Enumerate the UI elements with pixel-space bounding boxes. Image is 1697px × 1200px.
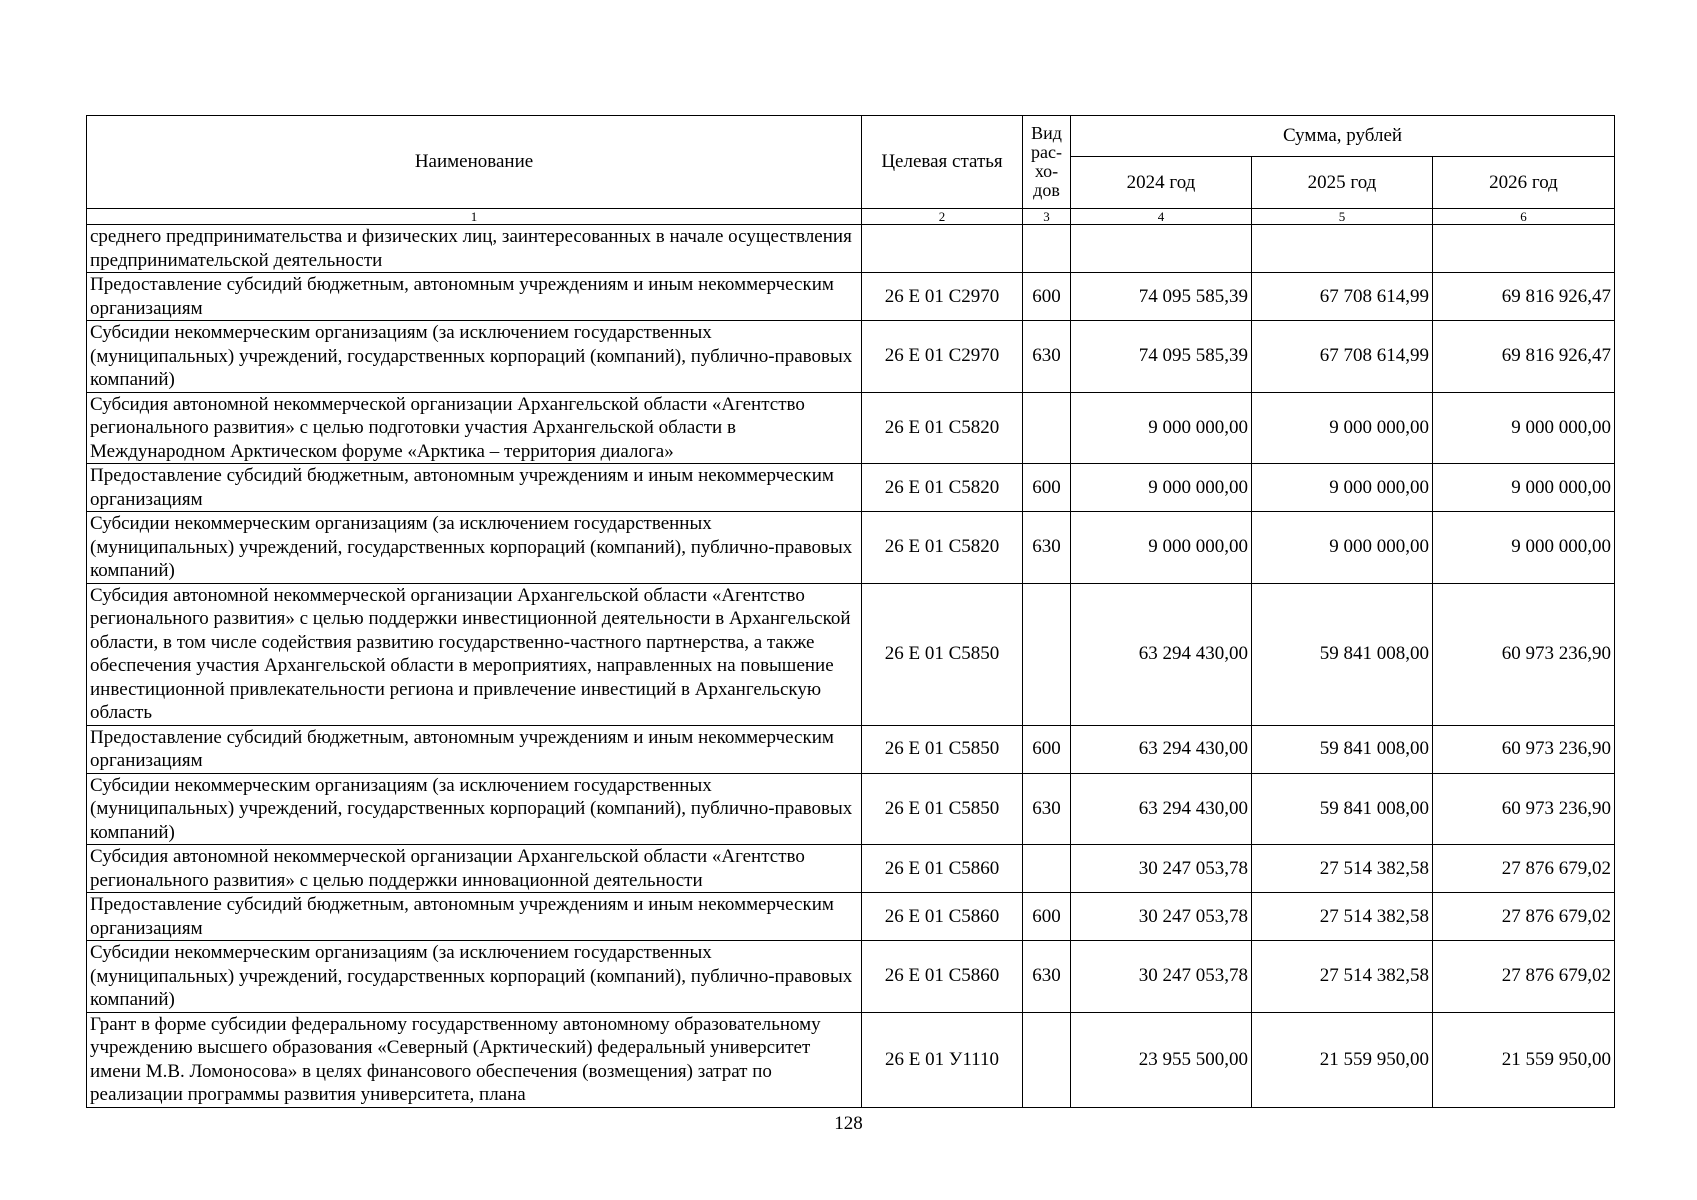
budget-table xyxy=(86,115,1615,1108)
row-expense-type xyxy=(1023,845,1071,893)
row-name: Субсидия автономной некоммерческой организации Архангельской области «Агентство регионального развития» с целью подготовки участия Архангельской области в Международном Арктическом форуме «Арктика – территория диалога» xyxy=(87,392,862,464)
row-amount-2024: 9 000 000,00 xyxy=(1071,512,1252,584)
column-number: 2 xyxy=(862,209,1023,225)
row-amount-2024: 30 247 053,78 xyxy=(1071,845,1252,893)
row-name: Предоставление субсидий бюджетным, автономным учреждениям и иным некоммерческим организациям xyxy=(87,273,862,321)
row-expense-type xyxy=(1023,225,1071,273)
row-name: Предоставление субсидий бюджетным, автономным учреждениям и иным некоммерческим организациям xyxy=(87,725,862,773)
row-amount-2026: 27 876 679,02 xyxy=(1433,845,1615,893)
row-name: Предоставление субсидий бюджетным, автономным учреждениям и иным некоммерческим организациям xyxy=(87,464,862,512)
row-target-article: 26 Е 01 С2970 xyxy=(862,273,1023,321)
row-target-article: 26 Е 01 С5820 xyxy=(862,464,1023,512)
row-amount-2026: 69 816 926,47 xyxy=(1433,273,1615,321)
row-amount-2026: 9 000 000,00 xyxy=(1433,392,1615,464)
row-amount-2026: 9 000 000,00 xyxy=(1433,464,1615,512)
row-amount-2024: 63 294 430,00 xyxy=(1071,725,1252,773)
header-expense-type-line: хо- xyxy=(1034,161,1059,181)
column-number: 6 xyxy=(1433,209,1615,225)
column-number: 3 xyxy=(1023,209,1071,225)
row-amount-2025: 27 514 382,58 xyxy=(1252,893,1433,941)
row-expense-type xyxy=(1023,392,1071,464)
row-expense-type: 630 xyxy=(1023,941,1071,1013)
header-expense-type xyxy=(1023,116,1071,209)
row-amount-2026: 27 876 679,02 xyxy=(1433,941,1615,1013)
row-target-article xyxy=(862,225,1023,273)
header-expense-type-line: рас- xyxy=(1031,142,1062,162)
row-amount-2025: 59 841 008,00 xyxy=(1252,725,1433,773)
row-name: среднего предпринимательства и физических лиц, заинтересованных в начале осуществления предпринимательской деятельности xyxy=(87,225,862,273)
row-amount-2025: 59 841 008,00 xyxy=(1252,773,1433,845)
table-row xyxy=(87,725,1615,773)
row-name: Субсидии некоммерческим организациям (за исключением государственных (муниципальных) учреждений, государственных корпораций (компаний), публично-правовых компаний) xyxy=(87,512,862,584)
row-amount-2025: 21 559 950,00 xyxy=(1252,1012,1433,1107)
row-expense-type: 600 xyxy=(1023,725,1071,773)
row-target-article: 26 Е 01 С2970 xyxy=(862,321,1023,393)
header-target-article: Целевая статья xyxy=(862,116,1023,209)
row-name: Субсидия автономной некоммерческой организации Архангельской области «Агентство регионального развития» с целью поддержки инвестиционной деятельности в Архангельской области, в том числе содействия развитию государственно-частного партнерства, а также обеспечения участия Архангельской области в мероприятиях, направленных на повышение инвестиционной привлекательности региона и привлечение инвестиций в Архангельскую область xyxy=(87,583,862,725)
table-row xyxy=(87,583,1615,725)
row-amount-2024: 9 000 000,00 xyxy=(1071,392,1252,464)
row-amount-2024: 74 095 585,39 xyxy=(1071,273,1252,321)
row-amount-2026: 27 876 679,02 xyxy=(1433,893,1615,941)
table-row xyxy=(87,273,1615,321)
row-target-article: 26 Е 01 С5850 xyxy=(862,773,1023,845)
row-amount-2024: 63 294 430,00 xyxy=(1071,583,1252,725)
row-expense-type: 600 xyxy=(1023,893,1071,941)
table-row xyxy=(87,845,1615,893)
table-row xyxy=(87,893,1615,941)
row-amount-2025: 67 708 614,99 xyxy=(1252,273,1433,321)
row-target-article: 26 Е 01 У1110 xyxy=(862,1012,1023,1107)
row-target-article: 26 Е 01 С5850 xyxy=(862,583,1023,725)
row-name: Субсидии некоммерческим организациям (за исключением государственных (муниципальных) учреждений, государственных корпораций (компаний), публично-правовых компаний) xyxy=(87,321,862,393)
row-amount-2024: 30 247 053,78 xyxy=(1071,941,1252,1013)
row-expense-type: 630 xyxy=(1023,773,1071,845)
table-row xyxy=(87,392,1615,464)
table-row xyxy=(87,321,1615,393)
row-amount-2026: 9 000 000,00 xyxy=(1433,512,1615,584)
table-row xyxy=(87,512,1615,584)
table-row xyxy=(87,464,1615,512)
row-amount-2025: 9 000 000,00 xyxy=(1252,392,1433,464)
row-amount-2025 xyxy=(1252,225,1433,273)
header-year-2025: 2025 год xyxy=(1252,157,1433,209)
header-name: Наименование xyxy=(87,116,862,209)
page xyxy=(86,115,1614,1108)
row-amount-2024: 74 095 585,39 xyxy=(1071,321,1252,393)
page-number: 128 xyxy=(834,1113,863,1134)
header-year-2024: 2024 год xyxy=(1071,157,1252,209)
row-amount-2026 xyxy=(1433,225,1615,273)
row-amount-2025: 27 514 382,58 xyxy=(1252,845,1433,893)
row-amount-2026: 69 816 926,47 xyxy=(1433,321,1615,393)
row-amount-2026: 60 973 236,90 xyxy=(1433,583,1615,725)
row-amount-2024: 30 247 053,78 xyxy=(1071,893,1252,941)
row-amount-2025: 27 514 382,58 xyxy=(1252,941,1433,1013)
header-sum: Сумма, рублей xyxy=(1071,116,1615,157)
row-amount-2026: 60 973 236,90 xyxy=(1433,773,1615,845)
row-name: Субсидии некоммерческим организациям (за исключением государственных (муниципальных) учреждений, государственных корпораций (компаний), публично-правовых компаний) xyxy=(87,941,862,1013)
row-amount-2026: 21 559 950,00 xyxy=(1433,1012,1615,1107)
column-number-row xyxy=(87,209,1615,225)
row-amount-2025: 67 708 614,99 xyxy=(1252,321,1433,393)
row-target-article: 26 Е 01 С5860 xyxy=(862,941,1023,1013)
row-target-article: 26 Е 01 С5860 xyxy=(862,893,1023,941)
table-row xyxy=(87,941,1615,1013)
column-number: 4 xyxy=(1071,209,1252,225)
row-name: Предоставление субсидий бюджетным, автономным учреждениям и иным некоммерческим организациям xyxy=(87,893,862,941)
row-amount-2024 xyxy=(1071,225,1252,273)
row-amount-2025: 59 841 008,00 xyxy=(1252,583,1433,725)
row-name: Грант в форме субсидии федеральному государственному автономному образовательному учреждению высшего образования «Северный (Арктический) федеральный университет имени М.В. Ломоносова» в целях финансового обеспечения (возмещения) затрат по реализации программы развития университета, плана xyxy=(87,1012,862,1107)
row-expense-type: 630 xyxy=(1023,512,1071,584)
row-target-article: 26 Е 01 С5850 xyxy=(862,725,1023,773)
row-amount-2024: 23 955 500,00 xyxy=(1071,1012,1252,1107)
header-expense-type-line: дов xyxy=(1033,180,1060,200)
table-row xyxy=(87,225,1615,273)
column-number: 1 xyxy=(87,209,862,225)
row-expense-type: 630 xyxy=(1023,321,1071,393)
header-expense-type-line: Вид xyxy=(1031,123,1062,143)
row-expense-type xyxy=(1023,583,1071,725)
row-expense-type xyxy=(1023,1012,1071,1107)
row-expense-type: 600 xyxy=(1023,273,1071,321)
row-amount-2026: 60 973 236,90 xyxy=(1433,725,1615,773)
row-target-article: 26 Е 01 С5820 xyxy=(862,512,1023,584)
row-name: Субсидии некоммерческим организациям (за исключением государственных (муниципальных) учреждений, государственных корпораций (компаний), публично-правовых компаний) xyxy=(87,773,862,845)
row-name: Субсидия автономной некоммерческой организации Архангельской области «Агентство регионального развития» с целью поддержки инновационной деятельности xyxy=(87,845,862,893)
row-amount-2025: 9 000 000,00 xyxy=(1252,464,1433,512)
row-target-article: 26 Е 01 С5820 xyxy=(862,392,1023,464)
row-target-article: 26 Е 01 С5860 xyxy=(862,845,1023,893)
column-number: 5 xyxy=(1252,209,1433,225)
row-expense-type: 600 xyxy=(1023,464,1071,512)
row-amount-2024: 63 294 430,00 xyxy=(1071,773,1252,845)
table-row xyxy=(87,1012,1615,1107)
row-amount-2025: 9 000 000,00 xyxy=(1252,512,1433,584)
table-row xyxy=(87,773,1615,845)
row-amount-2024: 9 000 000,00 xyxy=(1071,464,1252,512)
header-year-2026: 2026 год xyxy=(1433,157,1615,209)
